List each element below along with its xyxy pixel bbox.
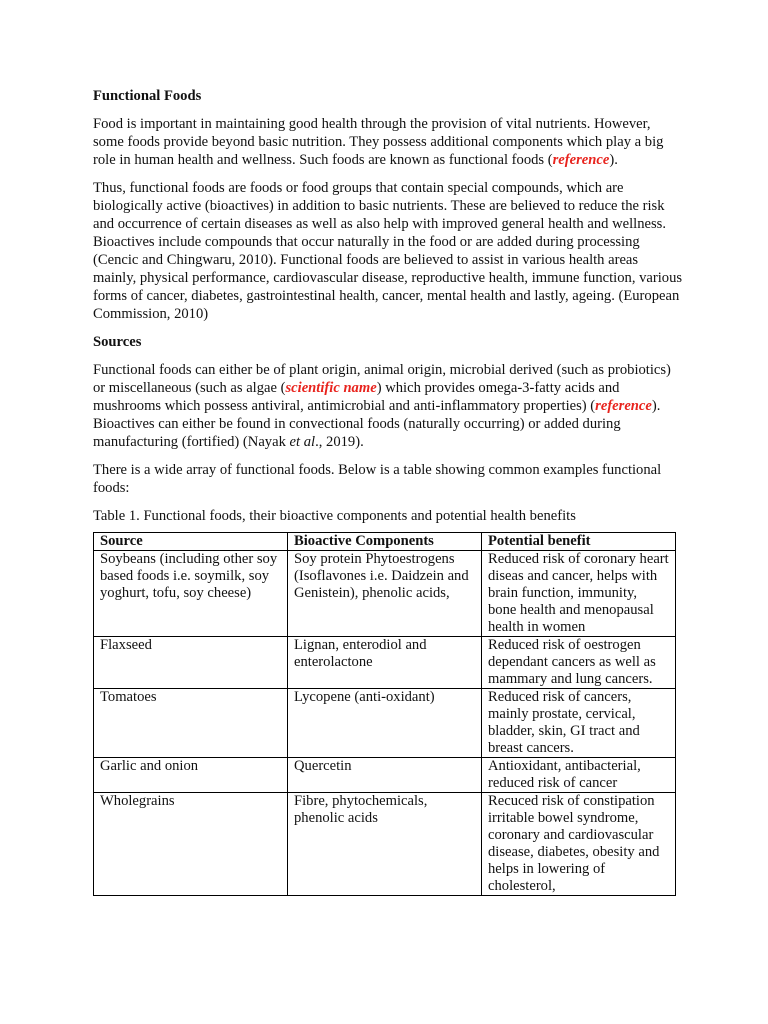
- table-header-row: [94, 533, 676, 551]
- paragraph-sources-part2: ) which provides omega-3-fatty acids and mushrooms which possess antiviral, antimicrobial and anti-inflammatory properties) (: [93, 380, 620, 414]
- functional-foods-table: [93, 532, 676, 896]
- cell-bioactive: Lignan, enterodiol and enterolactone: [288, 637, 482, 689]
- cell-benefit: Reduced risk of oestrogen dependant cancers as well as mammary and lung cancers.: [482, 637, 676, 689]
- cell-source: Wholegrains: [94, 793, 288, 896]
- cell-benefit: Reduced risk of coronary heart diseas and cancer, helps with brain function, immunity, bone health and menopausal health in women: [482, 551, 676, 637]
- table-row: [94, 758, 676, 793]
- reference-placeholder: reference: [552, 152, 610, 168]
- paragraph-table-intro: There is a wide array of functional foods. Below is a table showing common examples functional foods:: [93, 462, 662, 496]
- cell-bioactive: Soy protein Phytoestrogens (Isoflavones i.e. Daidzein and Genistein), phenolic acids,: [288, 551, 482, 637]
- cell-source: Flaxseed: [94, 637, 288, 689]
- table-row: [94, 793, 676, 896]
- document-title: Functional Foods: [93, 88, 202, 104]
- paragraph-definition: Thus, functional foods are foods or food groups that contain special compounds, which are biologically active (bioactives) in addition to basic nutrients. These are believed to reduce the risk and occurrence of certain diseases as well as also help with improved general health and wellness. Bioactives include compounds that occur naturally in the food or are added during processing (Cencic and Chingwaru, 2010). Functional foods are believed to assist in various health areas mainly, physical performance, cardiovascular disease, reproductive health, immune function, various forms of cancer, diabetes, gastrointestinal health, cancer, mental health and lastly, ageing. (European Commission, 2010): [93, 180, 683, 322]
- reference-placeholder: reference: [595, 398, 652, 414]
- paragraph-sources: [93, 361, 683, 451]
- table-row: [94, 551, 676, 637]
- cell-bioactive: Lycopene (anti-oxidant): [288, 689, 482, 758]
- header-potential-benefit: Potential benefit: [482, 533, 676, 551]
- header-bioactive-components: Bioactive Components: [288, 533, 482, 551]
- paragraph-sources-part4: ., 2019).: [315, 434, 364, 450]
- paragraph-sources-part1: Functional foods can either be of plant origin, animal origin, microbial derived (such as probiotics) or miscellaneous (such as algae (: [93, 362, 671, 396]
- table-row: [94, 689, 676, 758]
- cell-benefit: Reduced risk of cancers, mainly prostate, cervical, bladder, skin, GI tract and breast cancers.: [482, 689, 676, 758]
- paragraph-sources-part3: ). Bioactives can either be found in convectional foods (naturally occurring) or added during manufacturing (fortified) (Nayak: [93, 398, 661, 450]
- paragraph-intro-text: Food is important in maintaining good health through the provision of vital nutrients. However, some foods provide beyond basic nutrition. They possess additional components which play a big role in human health and wellness. Such foods are known as functional foods (: [93, 116, 664, 168]
- document-page: [93, 87, 683, 896]
- citation-etal: et al: [289, 434, 316, 450]
- cell-source: Garlic and onion: [94, 758, 288, 793]
- cell-benefit: Antioxidant, antibacterial, reduced risk of cancer: [482, 758, 676, 793]
- section-heading-sources: Sources: [93, 334, 142, 350]
- table-caption: Table 1. Functional foods, their bioactive components and potential health benefits: [93, 508, 576, 524]
- paragraph-intro-end: ).: [609, 152, 618, 168]
- paragraph-intro: [93, 115, 683, 169]
- scientific-name-placeholder: scientific name: [285, 380, 377, 396]
- cell-source: Tomatoes: [94, 689, 288, 758]
- cell-source: Soybeans (including other soy based foods i.e. soymilk, soy yoghurt, tofu, soy cheese): [94, 551, 288, 637]
- cell-bioactive: Fibre, phytochemicals, phenolic acids: [288, 793, 482, 896]
- header-source: Source: [94, 533, 288, 551]
- table-row: [94, 637, 676, 689]
- cell-benefit: Recuced risk of constipation irritable bowel syndrome, coronary and cardiovascular disease, diabetes, obesity and helps in lowering of cholesterol,: [482, 793, 676, 896]
- cell-bioactive: Quercetin: [288, 758, 482, 793]
